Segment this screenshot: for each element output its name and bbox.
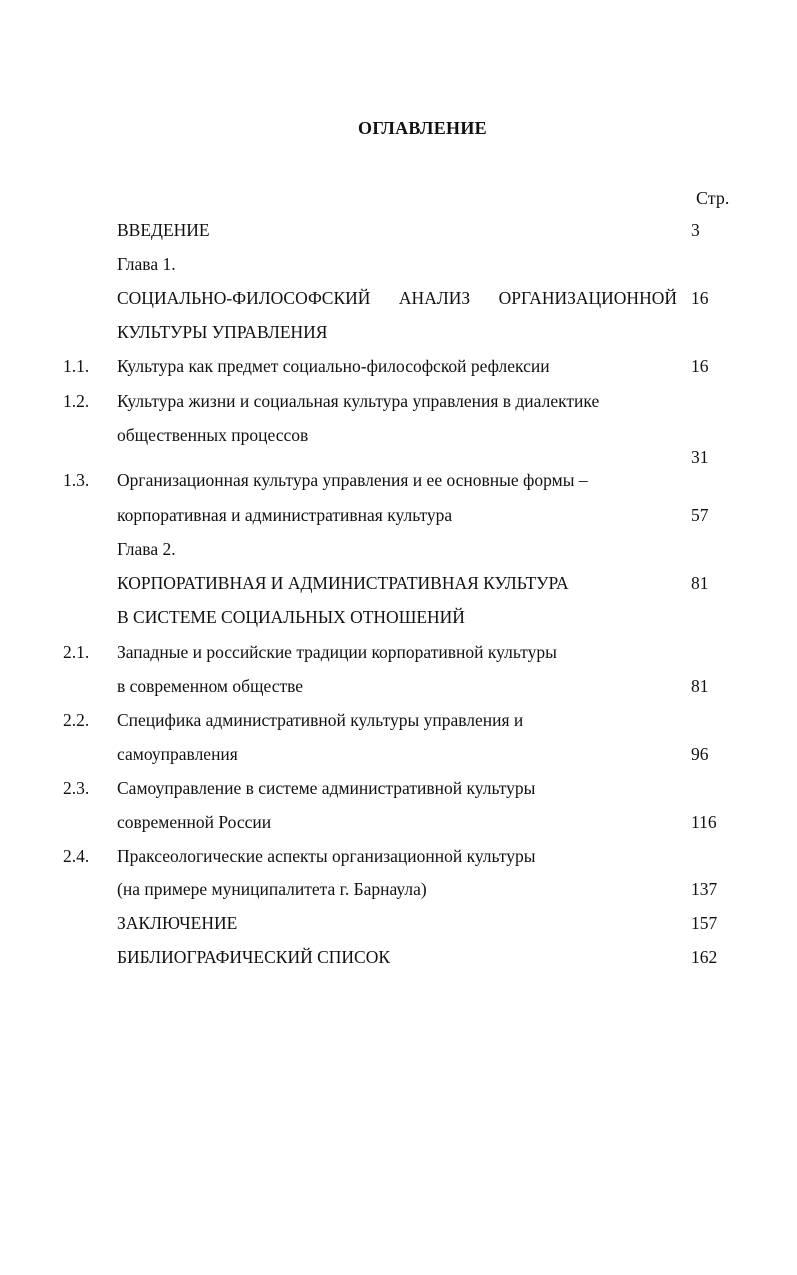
entry-page: 81 [691, 676, 709, 696]
entry-number: 2.4. [63, 846, 90, 866]
entry-text: самоуправления [117, 744, 238, 764]
entry-page: 116 [691, 812, 717, 832]
entry-text: корпоративная и административная культура [117, 505, 453, 525]
entry-number: 1.3. [63, 470, 90, 490]
entry-text: СОЦИАЛЬНО-ФИЛОСОФСКИЙ АНАЛИЗ ОРГАНИЗАЦИОННОЙ [117, 288, 677, 308]
entry-text: КОРПОРАТИВНАЯ И АДМИНИСТРАТИВНАЯ КУЛЬТУРА [117, 573, 569, 593]
entry-text: Культура как предмет социально-философской рефлексии [117, 356, 550, 376]
entry-text: Глава 2. [117, 539, 176, 559]
entry-page: 57 [691, 505, 709, 525]
entry-page: 162 [691, 947, 718, 967]
entry-page: 157 [691, 913, 718, 933]
entry-text: Культура жизни и социальная культура управления в диалектике [117, 391, 600, 411]
entry-text: Глава 1. [117, 254, 176, 274]
entry-page: 96 [691, 744, 709, 764]
entry-text: Праксеологические аспекты организационной культуры [117, 846, 536, 866]
entry-text: ВВЕДЕНИЕ [117, 220, 210, 240]
entry-text: Специфика административной культуры управления и [117, 710, 524, 730]
entry-number: 2.1. [63, 642, 90, 662]
entry-text: КУЛЬТУРЫ УПРАВЛЕНИЯ [117, 322, 328, 342]
entry-page: 16 [691, 288, 709, 308]
entry-text: современной России [117, 812, 272, 832]
entry-page: 81 [691, 573, 709, 593]
page-column-header: Стр. [696, 188, 730, 208]
entry-page: 31 [691, 447, 709, 467]
entry-text: Западные и российские традиции корпоративной культуры [117, 642, 557, 662]
entry-text: общественных процессов [117, 425, 309, 445]
entry-page: 137 [691, 879, 718, 899]
entry-number: 2.3. [63, 778, 90, 798]
entry-text: (на примере муниципалитета г. Барнаула) [117, 879, 427, 899]
entry-page: 16 [691, 356, 709, 376]
entry-number: 1.2. [63, 391, 90, 411]
entry-text: ЗАКЛЮЧЕНИЕ [117, 913, 238, 933]
toc-title: ОГЛАВЛЕНИЕ [358, 118, 487, 138]
entry-text: Самоуправление в системе административной культуры [117, 778, 536, 798]
entry-text: В СИСТЕМЕ СОЦИАЛЬНЫХ ОТНОШЕНИЙ [117, 607, 465, 627]
entry-text: БИБЛИОГРАФИЧЕСКИЙ СПИСОК [117, 947, 391, 967]
entry-text: в современном обществе [117, 676, 304, 696]
entry-number: 2.2. [63, 710, 90, 730]
entry-text: Организационная культура управления и ее основные формы – [117, 470, 588, 490]
entry-number: 1.1. [63, 356, 90, 376]
entry-page: 3 [691, 220, 700, 240]
